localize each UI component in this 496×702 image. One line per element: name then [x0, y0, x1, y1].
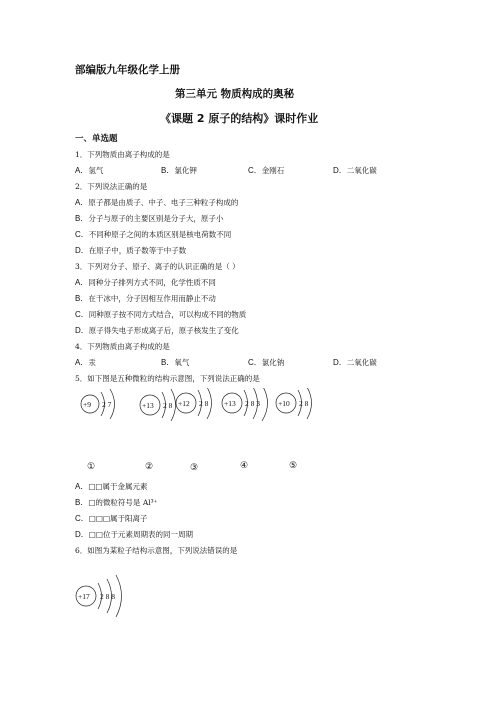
- question-3-option-c: C．同种原子按不同方式结合，可以构成不同的物质: [75, 310, 247, 319]
- diagram-4-label: ④: [240, 460, 249, 470]
- diagram-1-label: ①: [87, 461, 96, 471]
- question-2-option-d: D．在原子中，质子数等于中子数: [75, 246, 187, 255]
- question-5-stem: 5．如下图是五种微粒的结构示意图，下列说法正确的是: [75, 374, 260, 383]
- diagram-4-nucleus: +13: [224, 399, 236, 408]
- diagram-5-nucleus: +10: [278, 399, 290, 408]
- diagram-3-label: ③: [190, 462, 199, 472]
- question-4-option-c: C．氯化钠: [248, 358, 285, 367]
- question-5-option-c: C．□□□属于阳离子: [75, 514, 148, 523]
- diagram-1-nucleus: +9: [83, 400, 91, 409]
- diagram-5-shells: 2 8: [299, 399, 309, 408]
- question-6-stem: 6．如图为某粒子结构示意图，下列说法错误的是: [75, 546, 238, 555]
- question-1-option-d: D．二氧化碳: [333, 166, 377, 175]
- question-1-stem: 1．下列物质由离子构成的是: [75, 150, 170, 159]
- question-5-option-d: D．□□位于元素周期表的同一周期: [75, 530, 193, 539]
- diagram-3-nucleus: +12: [178, 399, 190, 408]
- diagram-4-shells: 2 8 3: [245, 399, 260, 408]
- question-3-option-b: B．在干冰中，分子因相互作用而静止不动: [75, 294, 216, 303]
- diagram-3-shells: 2 8: [199, 399, 209, 408]
- question-3-option-a: A．同种分子排列方式不同，化学性质不同: [75, 278, 216, 287]
- lesson-title: 《课题 2 原子的结构》课时作业: [160, 112, 319, 125]
- question-1-option-c: C．金刚石: [248, 166, 285, 175]
- question-4-option-b: B．氧气: [161, 358, 190, 367]
- diagram-2-nucleus: +13: [142, 401, 154, 410]
- diagram-1-shells: 2 7: [102, 400, 112, 409]
- question-1-option-b: B．氯化钾: [161, 166, 197, 175]
- unit-title: 第三单元 物质构成的奥秘: [175, 88, 295, 100]
- atomic-structure-diagrams: [70, 388, 360, 472]
- diagram-2-shells: 2 8: [163, 401, 173, 410]
- q6-diagram-nucleus: +17: [78, 592, 90, 601]
- question-1-option-a: A．氢气: [75, 166, 104, 175]
- question-3-stem: 3．下列对分子、原子、离子的认识正确的是（ ）: [75, 262, 240, 271]
- question-2-option-a: A．原子都是由质子、中子、电子三种粒子构成的: [75, 198, 239, 207]
- diagram-2-label: ②: [145, 461, 154, 471]
- question-3-option-d: D．原子得失电子形成离子后，原子核发生了变化: [75, 326, 239, 335]
- section-heading: 一、单选题: [75, 134, 118, 144]
- question-4-stem: 4．下列物质由离子构成的是: [75, 342, 170, 351]
- question-5-option-a: A．□□属于金属元素: [75, 482, 148, 491]
- question-4-option-d: D．二氧化碳: [333, 358, 377, 367]
- atomic-structure-diagram-q6: [74, 572, 144, 622]
- q6-diagram-shells: 2 8 8: [100, 592, 115, 601]
- question-5-option-b: B．□的微粒符号是 Al³⁺: [75, 498, 158, 507]
- question-4-option-a: A．汞: [75, 358, 96, 367]
- diagram-5-label: ⑤: [289, 460, 298, 470]
- question-2-stem: 2．下列说法正确的是: [75, 182, 148, 191]
- question-2-option-b: B．分子与原子的主要区别是分子大，原子小: [75, 214, 224, 223]
- question-2-option-c: C．不同种原子之间的本质区别是核电荷数不同: [75, 230, 232, 239]
- document-subtitle: 部编版九年级化学上册: [75, 64, 180, 76]
